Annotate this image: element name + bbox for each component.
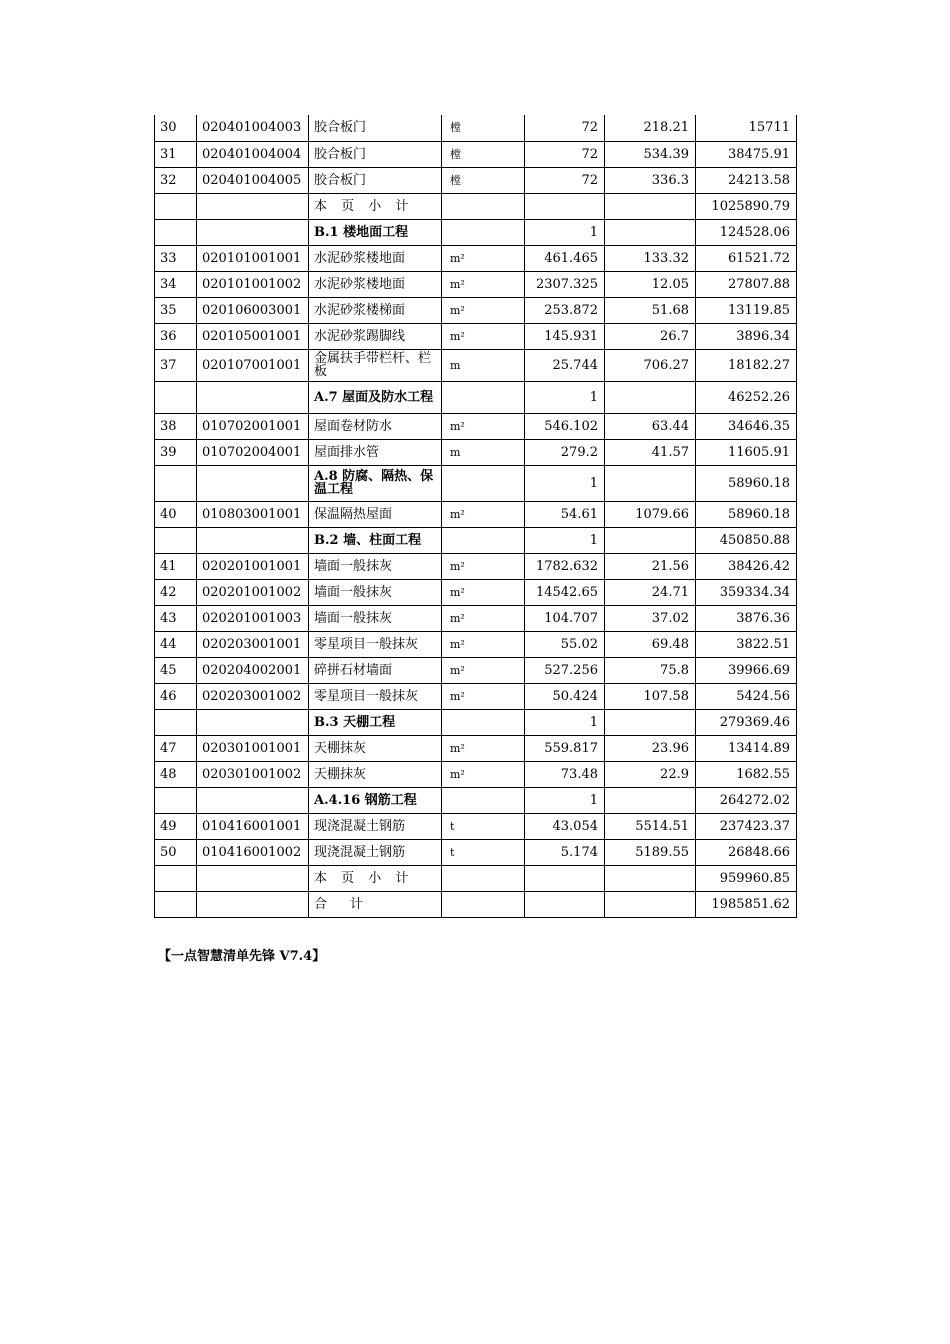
item-code-cell: 020401004005 bbox=[197, 167, 309, 193]
row-number-cell bbox=[155, 527, 197, 553]
item-name-cell: 天棚抹灰 bbox=[309, 735, 442, 761]
item-code-cell: 010702001001 bbox=[197, 413, 309, 439]
item-code-cell: 020301001001 bbox=[197, 735, 309, 761]
table-row bbox=[155, 891, 797, 917]
unit-cell: m² bbox=[442, 761, 525, 787]
unit-cell: m² bbox=[442, 579, 525, 605]
quantity-cell: 54.61 bbox=[525, 501, 605, 527]
row-number-cell: 38 bbox=[155, 413, 197, 439]
unit-price-cell: 37.02 bbox=[605, 605, 696, 631]
amount-cell: 24213.58 bbox=[696, 167, 797, 193]
unit-cell: m² bbox=[442, 297, 525, 323]
quantity-cell: 546.102 bbox=[525, 413, 605, 439]
table-row bbox=[155, 271, 797, 297]
row-number-cell: 36 bbox=[155, 323, 197, 349]
item-name-cell: 零星项目一般抹灰 bbox=[309, 631, 442, 657]
item-code-cell bbox=[197, 709, 309, 735]
unit-cell: m² bbox=[442, 657, 525, 683]
amount-cell: 18182.27 bbox=[696, 349, 797, 381]
table-row bbox=[155, 553, 797, 579]
amount-cell: 46252.26 bbox=[696, 381, 797, 413]
unit-cell: m² bbox=[442, 245, 525, 271]
quantity-cell bbox=[525, 865, 605, 891]
item-name-cell: 碎拼石材墙面 bbox=[309, 657, 442, 683]
item-name-cell: 天棚抹灰 bbox=[309, 761, 442, 787]
unit-price-cell bbox=[605, 465, 696, 501]
row-number-cell bbox=[155, 891, 197, 917]
row-number-cell: 44 bbox=[155, 631, 197, 657]
table-body bbox=[155, 115, 797, 917]
quantity-cell: 2307.325 bbox=[525, 271, 605, 297]
unit-cell: m² bbox=[442, 605, 525, 631]
row-number-cell: 48 bbox=[155, 761, 197, 787]
quantity-cell bbox=[525, 193, 605, 219]
row-number-cell: 50 bbox=[155, 839, 197, 865]
row-number-cell bbox=[155, 193, 197, 219]
amount-cell: 1025890.79 bbox=[696, 193, 797, 219]
amount-cell: 34646.35 bbox=[696, 413, 797, 439]
table-row bbox=[155, 439, 797, 465]
unit-price-cell bbox=[605, 527, 696, 553]
quantity-cell: 461.465 bbox=[525, 245, 605, 271]
amount-cell: 124528.06 bbox=[696, 219, 797, 245]
unit-cell: m² bbox=[442, 735, 525, 761]
table-row bbox=[155, 413, 797, 439]
table-row bbox=[155, 761, 797, 787]
item-code-cell bbox=[197, 787, 309, 813]
quantity-cell: 253.872 bbox=[525, 297, 605, 323]
item-name-cell: A.4.16 钢筋工程 bbox=[309, 787, 442, 813]
item-code-cell bbox=[197, 891, 309, 917]
unit-cell bbox=[442, 709, 525, 735]
row-number-cell: 42 bbox=[155, 579, 197, 605]
table-row bbox=[155, 865, 797, 891]
item-name-cell: 胶合板门 bbox=[309, 141, 442, 167]
unit-price-cell bbox=[605, 891, 696, 917]
item-code-cell: 020101001001 bbox=[197, 245, 309, 271]
item-name-cell: 胶合板门 bbox=[309, 115, 442, 141]
unit-price-cell: 23.96 bbox=[605, 735, 696, 761]
table-row bbox=[155, 631, 797, 657]
item-name-cell: 胶合板门 bbox=[309, 167, 442, 193]
table-row bbox=[155, 323, 797, 349]
amount-cell: 359334.34 bbox=[696, 579, 797, 605]
item-code-cell: 010416001002 bbox=[197, 839, 309, 865]
amount-cell: 38426.42 bbox=[696, 553, 797, 579]
table-row bbox=[155, 115, 797, 141]
unit-cell: m² bbox=[442, 271, 525, 297]
item-code-cell bbox=[197, 527, 309, 553]
item-name-cell: 屋面卷材防水 bbox=[309, 413, 442, 439]
table-row bbox=[155, 787, 797, 813]
table-row bbox=[155, 167, 797, 193]
item-name-cell: 零星项目一般抹灰 bbox=[309, 683, 442, 709]
quantity-cell: 279.2 bbox=[525, 439, 605, 465]
item-code-cell: 020105001001 bbox=[197, 323, 309, 349]
amount-cell: 39966.69 bbox=[696, 657, 797, 683]
unit-price-cell: 133.32 bbox=[605, 245, 696, 271]
quantity-cell: 72 bbox=[525, 115, 605, 141]
unit-price-cell bbox=[605, 865, 696, 891]
row-number-cell: 39 bbox=[155, 439, 197, 465]
row-number-cell bbox=[155, 865, 197, 891]
quantity-cell bbox=[525, 891, 605, 917]
unit-price-cell: 75.8 bbox=[605, 657, 696, 683]
table-row bbox=[155, 297, 797, 323]
item-code-cell: 020301001002 bbox=[197, 761, 309, 787]
unit-price-cell: 706.27 bbox=[605, 349, 696, 381]
unit-price-cell: 26.7 bbox=[605, 323, 696, 349]
unit-price-cell bbox=[605, 193, 696, 219]
unit-price-cell: 51.68 bbox=[605, 297, 696, 323]
unit-cell bbox=[442, 381, 525, 413]
unit-price-cell: 21.56 bbox=[605, 553, 696, 579]
item-code-cell: 020201001003 bbox=[197, 605, 309, 631]
quantity-cell: 1 bbox=[525, 709, 605, 735]
item-code-cell bbox=[197, 865, 309, 891]
unit-price-cell: 534.39 bbox=[605, 141, 696, 167]
unit-price-cell: 69.48 bbox=[605, 631, 696, 657]
table-row bbox=[155, 501, 797, 527]
unit-cell bbox=[442, 865, 525, 891]
item-name-cell: B.3 天棚工程 bbox=[309, 709, 442, 735]
quantity-cell: 1782.632 bbox=[525, 553, 605, 579]
item-name-cell: 水泥砂浆楼梯面 bbox=[309, 297, 442, 323]
item-name-cell: 水泥砂浆踢脚线 bbox=[309, 323, 442, 349]
row-number-cell: 35 bbox=[155, 297, 197, 323]
row-number-cell: 46 bbox=[155, 683, 197, 709]
unit-price-cell bbox=[605, 787, 696, 813]
row-number-cell: 47 bbox=[155, 735, 197, 761]
unit-cell: m² bbox=[442, 683, 525, 709]
unit-price-cell bbox=[605, 709, 696, 735]
amount-cell: 279369.46 bbox=[696, 709, 797, 735]
item-name-cell: 合 计 bbox=[309, 891, 442, 917]
unit-cell bbox=[442, 527, 525, 553]
item-name-cell: A.8 防腐、隔热、保温工程 bbox=[309, 465, 442, 501]
item-code-cell: 020401004003 bbox=[197, 115, 309, 141]
row-number-cell: 41 bbox=[155, 553, 197, 579]
item-code-cell: 010416001001 bbox=[197, 813, 309, 839]
unit-cell: t bbox=[442, 839, 525, 865]
unit-cell: m² bbox=[442, 323, 525, 349]
unit-cell: t bbox=[442, 813, 525, 839]
amount-cell: 237423.37 bbox=[696, 813, 797, 839]
table-row bbox=[155, 465, 797, 501]
unit-price-cell: 107.58 bbox=[605, 683, 696, 709]
amount-cell: 264272.02 bbox=[696, 787, 797, 813]
table-row bbox=[155, 813, 797, 839]
quantity-cell: 25.744 bbox=[525, 349, 605, 381]
unit-cell: m bbox=[442, 439, 525, 465]
amount-cell: 26848.66 bbox=[696, 839, 797, 865]
item-name-cell: 本 页 小 计 bbox=[309, 193, 442, 219]
unit-price-cell bbox=[605, 219, 696, 245]
item-code-cell: 020106003001 bbox=[197, 297, 309, 323]
unit-price-cell: 63.44 bbox=[605, 413, 696, 439]
unit-price-cell: 22.9 bbox=[605, 761, 696, 787]
item-code-cell: 020101001002 bbox=[197, 271, 309, 297]
unit-cell: m² bbox=[442, 553, 525, 579]
unit-cell: m² bbox=[442, 631, 525, 657]
amount-cell: 3896.34 bbox=[696, 323, 797, 349]
quantity-cell: 55.02 bbox=[525, 631, 605, 657]
unit-price-cell: 5514.51 bbox=[605, 813, 696, 839]
amount-cell: 5424.56 bbox=[696, 683, 797, 709]
item-name-cell: 墙面一般抹灰 bbox=[309, 553, 442, 579]
amount-cell: 15711 bbox=[696, 115, 797, 141]
table-row bbox=[155, 605, 797, 631]
quantity-cell: 73.48 bbox=[525, 761, 605, 787]
item-code-cell: 020203001001 bbox=[197, 631, 309, 657]
item-name-cell: 水泥砂浆楼地面 bbox=[309, 245, 442, 271]
amount-cell: 959960.85 bbox=[696, 865, 797, 891]
item-name-cell: 墙面一般抹灰 bbox=[309, 579, 442, 605]
amount-cell: 61521.72 bbox=[696, 245, 797, 271]
table-row bbox=[155, 709, 797, 735]
quantity-cell: 1 bbox=[525, 381, 605, 413]
table-row bbox=[155, 245, 797, 271]
unit-cell bbox=[442, 465, 525, 501]
row-number-cell bbox=[155, 465, 197, 501]
unit-cell: 樘 bbox=[442, 115, 525, 141]
item-code-cell: 020401004004 bbox=[197, 141, 309, 167]
quantity-cell: 50.424 bbox=[525, 683, 605, 709]
quantity-cell: 43.054 bbox=[525, 813, 605, 839]
unit-price-cell: 336.3 bbox=[605, 167, 696, 193]
row-number-cell bbox=[155, 709, 197, 735]
item-code-cell: 010702004001 bbox=[197, 439, 309, 465]
row-number-cell bbox=[155, 381, 197, 413]
table-row bbox=[155, 349, 797, 381]
quantity-cell: 14542.65 bbox=[525, 579, 605, 605]
amount-cell: 3822.51 bbox=[696, 631, 797, 657]
amount-cell: 3876.36 bbox=[696, 605, 797, 631]
table-row bbox=[155, 193, 797, 219]
unit-cell bbox=[442, 787, 525, 813]
row-number-cell bbox=[155, 787, 197, 813]
amount-cell: 11605.91 bbox=[696, 439, 797, 465]
unit-price-cell bbox=[605, 381, 696, 413]
quantity-cell: 1 bbox=[525, 787, 605, 813]
item-code-cell bbox=[197, 219, 309, 245]
amount-cell: 13414.89 bbox=[696, 735, 797, 761]
item-code-cell bbox=[197, 381, 309, 413]
table-row bbox=[155, 735, 797, 761]
item-name-cell: 现浇混凝土钢筋 bbox=[309, 839, 442, 865]
amount-cell: 1682.55 bbox=[696, 761, 797, 787]
row-number-cell: 43 bbox=[155, 605, 197, 631]
item-code-cell bbox=[197, 465, 309, 501]
unit-price-cell: 5189.55 bbox=[605, 839, 696, 865]
item-code-cell: 010803001001 bbox=[197, 501, 309, 527]
item-name-cell: 本 页 小 计 bbox=[309, 865, 442, 891]
quantity-cell: 559.817 bbox=[525, 735, 605, 761]
bill-of-quantities-table bbox=[154, 115, 797, 918]
quantity-cell: 527.256 bbox=[525, 657, 605, 683]
row-number-cell bbox=[155, 219, 197, 245]
amount-cell: 1985851.62 bbox=[696, 891, 797, 917]
quantity-cell: 1 bbox=[525, 527, 605, 553]
quantity-cell: 5.174 bbox=[525, 839, 605, 865]
amount-cell: 58960.18 bbox=[696, 501, 797, 527]
item-name-cell: B.1 楼地面工程 bbox=[309, 219, 442, 245]
unit-price-cell: 24.71 bbox=[605, 579, 696, 605]
item-code-cell bbox=[197, 193, 309, 219]
table-row bbox=[155, 839, 797, 865]
amount-cell: 13119.85 bbox=[696, 297, 797, 323]
quantity-cell: 104.707 bbox=[525, 605, 605, 631]
unit-cell: 樘 bbox=[442, 141, 525, 167]
table-row bbox=[155, 579, 797, 605]
row-number-cell: 30 bbox=[155, 115, 197, 141]
amount-cell: 450850.88 bbox=[696, 527, 797, 553]
item-code-cell: 020107001001 bbox=[197, 349, 309, 381]
table-row bbox=[155, 381, 797, 413]
unit-price-cell: 41.57 bbox=[605, 439, 696, 465]
item-name-cell: B.2 墙、柱面工程 bbox=[309, 527, 442, 553]
quantity-cell: 1 bbox=[525, 465, 605, 501]
unit-cell bbox=[442, 219, 525, 245]
quantity-cell: 1 bbox=[525, 219, 605, 245]
row-number-cell: 33 bbox=[155, 245, 197, 271]
item-code-cell: 020201001001 bbox=[197, 553, 309, 579]
unit-cell: m² bbox=[442, 501, 525, 527]
row-number-cell: 31 bbox=[155, 141, 197, 167]
row-number-cell: 45 bbox=[155, 657, 197, 683]
table-row bbox=[155, 527, 797, 553]
item-name-cell: 金属扶手带栏杆、栏板 bbox=[309, 349, 442, 381]
unit-price-cell: 12.05 bbox=[605, 271, 696, 297]
unit-cell bbox=[442, 193, 525, 219]
item-name-cell: 屋面排水管 bbox=[309, 439, 442, 465]
amount-cell: 58960.18 bbox=[696, 465, 797, 501]
row-number-cell: 34 bbox=[155, 271, 197, 297]
unit-cell: m² bbox=[442, 413, 525, 439]
item-code-cell: 020203001002 bbox=[197, 683, 309, 709]
table-row bbox=[155, 657, 797, 683]
amount-cell: 38475.91 bbox=[696, 141, 797, 167]
unit-price-cell: 218.21 bbox=[605, 115, 696, 141]
quantity-cell: 72 bbox=[525, 167, 605, 193]
item-code-cell: 020204002001 bbox=[197, 657, 309, 683]
table-row bbox=[155, 683, 797, 709]
unit-price-cell: 1079.66 bbox=[605, 501, 696, 527]
row-number-cell: 32 bbox=[155, 167, 197, 193]
unit-cell: 樘 bbox=[442, 167, 525, 193]
amount-cell: 27807.88 bbox=[696, 271, 797, 297]
item-name-cell: 水泥砂浆楼地面 bbox=[309, 271, 442, 297]
footer-note: 【一点智慧清单先锋 V7.4】 bbox=[158, 949, 326, 964]
table-row bbox=[155, 141, 797, 167]
quantity-cell: 72 bbox=[525, 141, 605, 167]
item-code-cell: 020201001002 bbox=[197, 579, 309, 605]
row-number-cell: 49 bbox=[155, 813, 197, 839]
item-name-cell: 墙面一般抹灰 bbox=[309, 605, 442, 631]
quantity-cell: 145.931 bbox=[525, 323, 605, 349]
row-number-cell: 37 bbox=[155, 349, 197, 381]
table-row bbox=[155, 219, 797, 245]
unit-cell bbox=[442, 891, 525, 917]
item-name-cell: 现浇混凝土钢筋 bbox=[309, 813, 442, 839]
item-name-cell: A.7 屋面及防水工程 bbox=[309, 381, 442, 413]
row-number-cell: 40 bbox=[155, 501, 197, 527]
unit-cell: m bbox=[442, 349, 525, 381]
item-name-cell: 保温隔热屋面 bbox=[309, 501, 442, 527]
